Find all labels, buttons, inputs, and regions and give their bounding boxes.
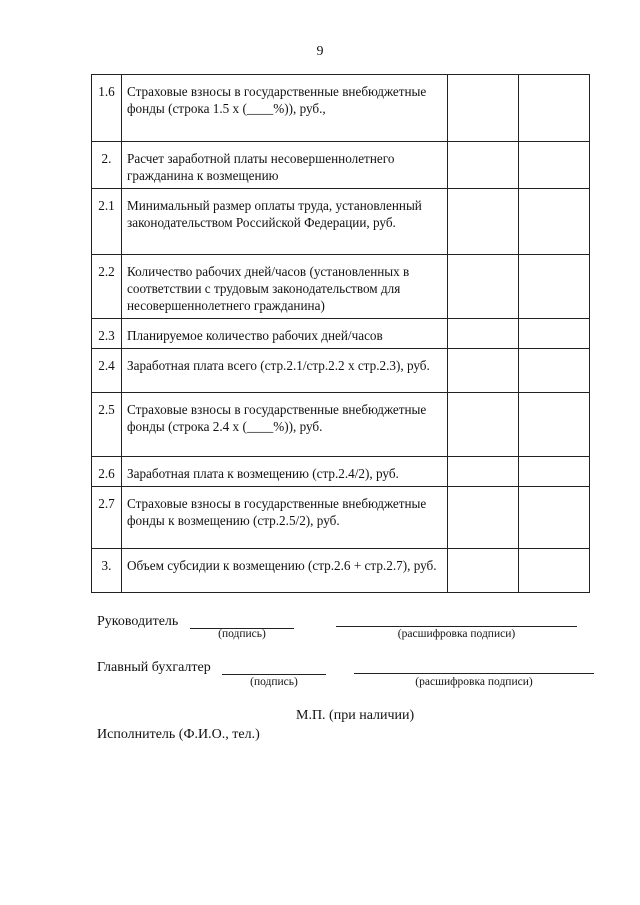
value-cell [519, 319, 590, 349]
head-decoding-caption: (расшифровка подписи) [397, 628, 516, 640]
table-row [92, 319, 590, 349]
stamp-note: М.П. (при наличии) [296, 708, 415, 723]
row-number: 3. [92, 549, 122, 593]
value-cell [519, 75, 590, 142]
value-cell [519, 349, 590, 393]
value-cell [519, 487, 590, 549]
table-row [92, 255, 590, 319]
row-description: Заработная плата всего (стр.2.1/стр.2.2 х стр.2.3), руб. [122, 349, 448, 393]
row-description: Объем субсидии к возмещению (стр.2.6 + стр.2.7), руб. [122, 549, 448, 593]
row-number: 2.6 [92, 457, 122, 487]
table-row [92, 142, 590, 189]
table-row [92, 549, 590, 593]
row-description: Страховые взносы в государственные внебюджетные фонды (строка 1.5 х (____%)), руб., [122, 75, 448, 142]
executor-label: Исполнитель (Ф.И.О., тел.) [97, 727, 260, 742]
value-cell [448, 189, 519, 255]
row-number: 1.6 [92, 75, 122, 142]
table-row [92, 349, 590, 393]
value-cell [448, 319, 519, 349]
row-description: Страховые взносы в государственные внебюджетные фонды (строка 2.4 х (____%)), руб. [122, 393, 448, 457]
table-row [92, 189, 590, 255]
head-signature-caption: (подпись) [218, 628, 266, 640]
row-description: Планируемое количество рабочих дней/часов [122, 319, 448, 349]
head-label: Руководитель [97, 614, 179, 629]
table-row [92, 457, 590, 487]
head-decoding-line [336, 626, 577, 627]
value-cell [519, 457, 590, 487]
value-cell [448, 549, 519, 593]
value-cell [519, 189, 590, 255]
accountant-signature-line [222, 674, 326, 675]
row-number: 2.5 [92, 393, 122, 457]
accountant-signature-caption: (подпись) [250, 676, 298, 688]
row-number: 2.3 [92, 319, 122, 349]
row-number: 2.4 [92, 349, 122, 393]
row-number: 2. [92, 142, 122, 189]
accountant-label: Главный бухгалтер [97, 660, 211, 675]
value-cell [448, 255, 519, 319]
row-number: 2.7 [92, 487, 122, 549]
page-number: 9 [316, 44, 324, 59]
value-cell [519, 255, 590, 319]
value-cell [448, 487, 519, 549]
accountant-decoding-caption: (расшифровка подписи) [415, 676, 533, 688]
value-cell [448, 457, 519, 487]
value-cell [519, 142, 590, 189]
row-description: Страховые взносы в государственные внебюджетные фонды к возмещению (стр.2.5/2), руб. [122, 487, 448, 549]
accountant-decoding-line [354, 673, 594, 674]
row-number: 2.2 [92, 255, 122, 319]
calculation-table [91, 74, 590, 593]
value-cell [448, 393, 519, 457]
table-row [92, 487, 590, 549]
value-cell [519, 549, 590, 593]
row-number: 2.1 [92, 189, 122, 255]
table-row [92, 75, 590, 142]
value-cell [448, 349, 519, 393]
row-description: Количество рабочих дней/часов (установленных в соответствии с трудовым законодательством для несовершеннолетнего гражданина) [122, 255, 448, 319]
row-description: Заработная плата к возмещению (стр.2.4/2), руб. [122, 457, 448, 487]
value-cell [448, 142, 519, 189]
row-description: Минимальный размер оплаты труда, установленный законодательством Российской Федерации, руб. [122, 189, 448, 255]
value-cell [519, 393, 590, 457]
value-cell [448, 75, 519, 142]
table-row [92, 393, 590, 457]
row-description: Расчет заработной платы несовершеннолетнего гражданина к возмещению [122, 142, 448, 189]
